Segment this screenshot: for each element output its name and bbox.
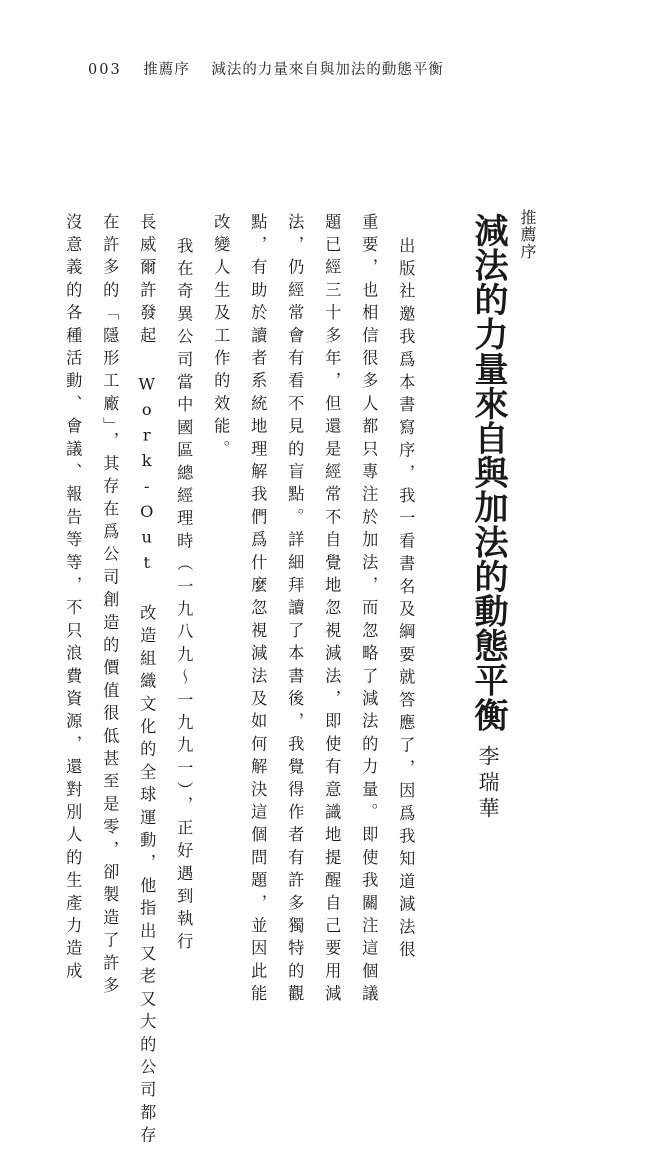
body-column: 長威爾許發起 Work-Out 改造組織文化的全球運動，他指出又老又大的公司都存	[137, 213, 157, 1149]
body-column: 題已經三十多年，但還是經常不自覺地忽視減法，即使有意識地提醒自己要用減	[322, 213, 342, 1008]
running-header	[88, 58, 444, 79]
page-number: 003	[88, 62, 122, 78]
author-name: 李瑞華	[476, 745, 500, 823]
header-section-label: 推薦序	[143, 62, 190, 78]
body-column: 法，仍經常會有看不見的盲點。詳細拜讀了本書後，我覺得作者有許多獨特的觀	[285, 213, 305, 1008]
body-column: 在許多的「隱形工廠」，其存在爲公司創造的價值很低甚至是零，卻製造了許多	[100, 213, 120, 1000]
article-title: 減法的力量來自與加法的動態平衡	[468, 213, 508, 732]
body-column: 出版社邀我爲本書寫序，我一看書名及綱要就答應了，因爲我知道減法很	[396, 237, 416, 964]
body-column: 改變人生及工作的效能。	[211, 213, 231, 463]
body-column: 我在奇異公司當中國區總經理時（一九八九～一九九一），正好遇到執行	[174, 237, 194, 956]
body-column: 沒意義的各種活動、會議、報告等等，不只浪費資源，還對別人的生產力造成	[63, 213, 83, 985]
header-running-title: 減法的力量來自與加法的動態平衡	[211, 62, 444, 78]
body-column: 重要，也相信很多人都只專注於加法，而忽略了減法的力量。即使我關注這個議	[359, 213, 379, 1008]
preface-label: 推薦序	[518, 209, 537, 260]
body-column: 點，有助於讀者系統地理解我們爲什麼忽視減法及如何解決這個問題，並因此能	[248, 213, 268, 1008]
